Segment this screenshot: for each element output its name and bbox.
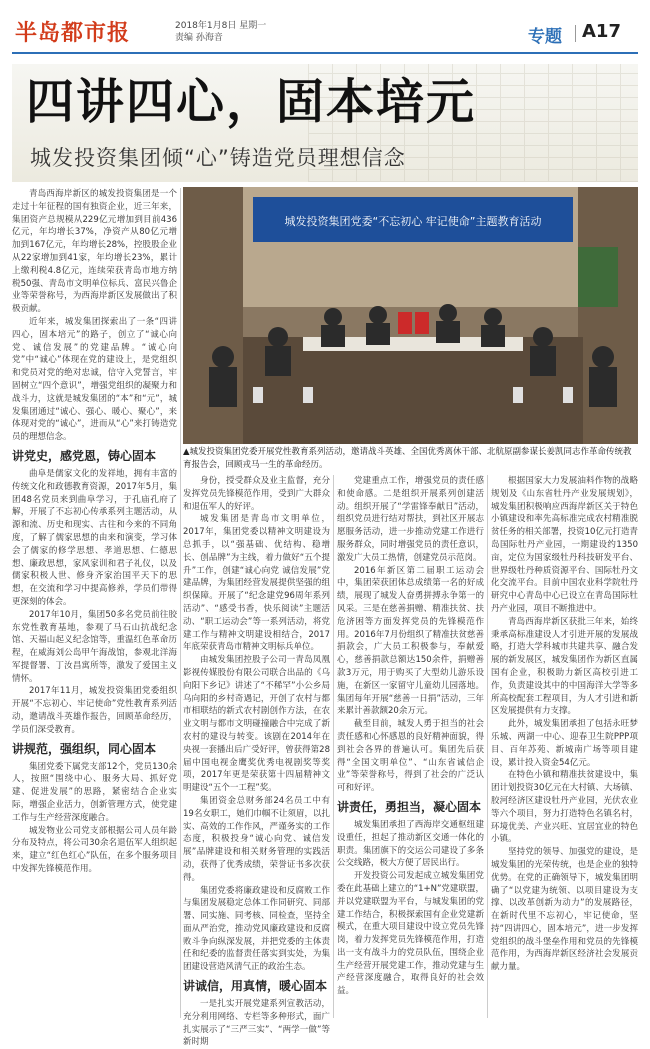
page-number: A17: [582, 21, 621, 42]
paragraph: 青岛西海岸新区获批三年来，始终秉承高标准建设人才引进开展的发展战略，打造大学科城市共建共享、融合发展的新发展区，城发集团作为新区直属国有企业，积极助力新区高校引进工作，负责建设其中的中国海洋大学等多所高校配套工程项目，为人才引进和新区发展提供有力支撑。: [491, 616, 638, 717]
section-heading: 讲党史，感党恩，铸心固本: [12, 448, 157, 463]
paragraph: 党建重点工作，增强党员的责任感和使命感。二是组织开展系列创建活动。组织开展了“学雷锋奉献日”活动，组织党员进行结对帮扶，到社区开展志愿服务活动，进一步推动党建工作进行服务群众，同时增强党员的责任意识，激发广大员工热情，创建党员示范岗。: [337, 476, 484, 563]
headline-title: 四讲四心，固本培元: [26, 74, 477, 130]
paragraph: 开发投资公司发起成立城发集团党委在此基础上建立的“1+N”党建联盟，并以党建联盟为平台，与城发集团的党建工作结合，积极探索国有企业党建新模式，在重大项目建设中设立党员先锋岗，着力发挥党员先锋模范作用，打造出一支有战斗力的党员队伍，围绕企业生产经营开展党建工作，推动党建与生产经营深度融合，取得良好的社会效益。: [337, 871, 484, 997]
editor-line: 责编 孙海音: [175, 33, 223, 43]
paragraph: 根据国家大力发展油料作物的战略规划及《山东省牡丹产业发展规划》，城发集团积极响应西海岸新区关于特色小镇建设和率先高标准完成农村精准脱贫任务的相关部署，投资10亿元打造青岛国际牡丹产业园，一期建设约1350亩，定位为国家级牡丹科技研发平台、世界级牡丹种质资源平台、国际牡丹文化交流平台。目前中国农业科学院牡丹研究中心青岛中心已设立在青岛国际牡丹产业园，项目不断推进中。: [491, 476, 638, 614]
newspaper-logo: 半岛都市报: [15, 20, 131, 46]
article-column-2: [183, 475, 330, 1048]
paragraph: 集团党委将廉政建设和反腐败工作与集团发展稳定总体工作同研究、同部署、同实施、同考核、同检查，坚持全面从严治党，推动党风廉政建设和反腐败斗争向纵深发展，并把党委的主体责任和纪委的监督责任落实到实处，为集团建设营造风清气正的政治生态。: [183, 885, 330, 973]
paragraph: 青岛西海岸新区的城发投资集团是一个走过十年征程的国有独资企业，近三年来，集团资产总规模从229亿元增加到目前436亿元，年均增长37%，净资产从80亿元增加到167亿元，年均增长28%，控股股企业从22家增加到41家，年均增长23%，累计上缴利税4.8亿元，连续荣获青岛市地方纳税50强、青岛市文明单位标兵、富民兴鲁企业等荣誉称号，为西海岸新区发展做出了积极贡献。: [12, 189, 177, 315]
column-divider: [333, 475, 334, 1018]
photo-banner-text: 城发投资集团党委“不忘初心 牢记使命”主题教育活动: [284, 215, 542, 228]
article-column-3: [337, 475, 484, 1018]
paragraph: 近年来，城发集团探索出了一条“四讲四心，固本培元”的路子，创立了“诚心向党、诚信发展”的党建品牌。“诚心向党”中“诚心”体现在党的建设上，是党组织和党员对党的绝对忠诚，信守入党誓言，牢固树立“四个意识”，增强党组织的凝聚力和战斗力，这就是城发集团的“本”和“元”，城发集团通过“诚心、强心、暖心、聚心”，来体现对党的“诚心”，进而从“心”来打铸造党员的理想信念。: [12, 316, 177, 443]
article-column-1: [12, 188, 177, 1018]
paragraph: 一是扎实开展党建系列宣教活动，充分利用网络、专栏等多种形式，面广扎实展示了“三严三实”、“两学一做”等新时期: [183, 999, 330, 1048]
section-label: 专题: [528, 27, 562, 47]
paragraph: 在特色小镇和精准扶贫建设中，集团计划投资30亿元在大村镇、大场镇、胶河经济区建设牡丹产业园，光伏农业等六个项目，努力打造特色名镇名村，环境优美、产业兴旺、宜居宜业的特色小镇。: [491, 770, 638, 845]
paragraph: 此外，城发集团承担了包括永旺梦乐城、两湖一中心、迎春卫生院PPP项目、百年苏苑、新城南广场等项目建设，累计投入资金54亿元。: [491, 719, 638, 768]
paragraph: 身份，授受群众及业主监督，充分发挥党员先锋模范作用，受到广大群众和退伍军人的好评。: [183, 476, 330, 512]
article-column-4: [491, 475, 638, 1018]
meeting-photo-illustration: [183, 187, 638, 444]
issue-meta: [175, 20, 266, 44]
masthead: [0, 0, 650, 62]
section-heading: 讲诚信，用真情，暖心固本: [183, 979, 328, 994]
paragraph: 城发集团是青岛市文明单位，2017年，集团党委以精神文明建设为总抓手，以“强基础、优结构、稳增长、创品牌”为主线，着力做好“五个提升”工作，创建“诚心向党 诚信发展”党建品牌，为集团经营发展提供坚强的组织保障。开展了“纪念建党96周年系列活动”、“感受书香，快乐阅读”主题活动、“职工运动会”等一系列活动，将党建工作与精神文明建设相结合，2017年底荣获青岛市精神文明标兵单位。: [183, 514, 330, 653]
paragraph: 城发集团承担了西海岸交通枢纽建设重任，担起了推动新区交通一体化的职责。集团旗下的交运公司建设了多条公交线路，极大方便了居民出行。: [337, 819, 484, 869]
paragraph: 集团资金总财务部24名员工中有19名女职工，她们巾帼不让须眉，以扎实、高效的工作作风，严谨务实的工作态度，积极投身“诚心向党、诚信发展”品牌建设和相关财务管理的实践活动，获得了优秀成绩，荣誉证书多次获得。: [183, 795, 330, 883]
paragraph: 2017年11月，城发投资集团党委组织开展“不忘初心、牢记使命”党性教育系列活动，邀请战斗英雄作报告，回顾革命经历，学员们深受教育。: [12, 686, 177, 735]
section-heading: 讲规范，强组织，同心固本: [12, 741, 157, 756]
paragraph: 截至目前，城发人勇于担当的社会责任感和心怀感恩的良好精神面貌，得到社会各界的普遍认可。集团先后获得“全国文明单位”、“山东省诚信企业”等荣誉称号，得到了社会的广泛认可和好评。: [337, 719, 484, 794]
section-heading: 讲责任，勇担当，凝心固本: [337, 799, 482, 814]
masthead-separator: [575, 25, 576, 42]
paragraph: 曲阜是儒家文化的发祥地，拥有丰富的传统文化和政德教育资源，2017年5月，集团48名党员来到曲阜学习，于孔庙孔府了解，开展了不忘初心传承系列主题活动，从源和流、历史和现实、古往和今来的不同角度，了解了儒家思想的由来和演变，学习体会了儒家的修学思想、孝道思想、仁德思想、廉政思想，家风家训和君子礼仪，以及儒家积极人世、修身齐家治国平天下的思想，在交流和学习中提高修养，学员们带得更深刻的体会。: [12, 468, 177, 607]
paragraph: 坚持党的领导、加强党的建设，是城发集团的光荣传统，也是企业的独特优势。在党的正确领导下，城发集团明确了“以党建为统领、以项目建设为支撑、以改革创新为动力”的发展路径，在新时代里不忘初心，牢记使命，坚持“四讲四心，固本培元”，进一步发挥党组织的战斗堡垒作用和党员的先锋模范作用，为西海岸新区经济社会发展贡献力量。: [491, 847, 638, 973]
headline-subtitle: 城发投资集团倾“心”铸造党员理想信念: [30, 146, 406, 170]
paragraph: 2017年10月，集团50多名党员前往胶东党性教育基地，参观了马石山抗战纪念馆、天福山起义纪念馆等，重温红色革命历程，在威海刘公岛甲午海战馆，参观北洋海军提督署、丁汝昌寓所等，激发了爱国主义情怀。: [12, 609, 177, 684]
photo-caption: ▲城发投资集团党委开展党性教育系列活动，邀请战斗英雄、全国优秀离休干部、北航原副参谋长姜凯同志作革命传统教育报告会，回顾戎马一生的革命经历。: [183, 447, 632, 470]
headline-banner: [12, 64, 638, 182]
column-divider: [487, 475, 488, 1018]
paragraph: 2016年新区第二届职工运动会中，集团荣获团体总成绩第一名的好成绩，展现了城发人奋勇拼搏永争第一的风采。三是在慈善捐赠、精准扶贫、扶危济困等方面发挥党员的先锋模范作用。2016年7月份组织了精准扶贫慈善捐款会，广大员工积极参与，奉献爱心，慈善捐款总额达150余件，捐赠善款3万元，用于购买了大型幼儿游乐设施，在新区一家留守儿童幼儿园落地。集团每年开展“慈善一日捐”活动，三年来累计善款额20余万元。: [337, 565, 484, 717]
column-divider: [180, 188, 181, 1018]
paragraph: 集团党委下属党支部12个，党员130余人，按照“围绕中心、服务大局、抓好党建、促进发展”的思路，紧密结合企业实际，增强企业活力，创新管理方式，使党建工作与生产经营深度融合。: [12, 761, 177, 823]
masthead-rule: [12, 52, 638, 54]
paragraph: 城发物业公司党支部根据公司人员年龄分布及特点，将公司30余名退伍军人组织起来，建立“红色红心”队伍，在多个服务项目中发挥先锋模范作用。: [12, 825, 177, 875]
paragraph: 由城发集团控股子公司一青岛凤凰影视传媒股份有限公司联合出品的《乌向阳下乡记》讲述了“不稀罕”小公乡局乌向阳的乡村奇遇记，开创了农村与都市相联结的新式农村剧创作方法，在农业文明与都市文明碰撞融合中完成了新农村的建设与转变。该剧在2014年在央视一套播出后广受好评，曾获得第28届中国电视金鹰奖优秀电视剧奖等奖项，2017年更是荣获第十四届精神文明建设“五个一工程”奖。: [183, 655, 330, 794]
issue-date: 2018年1月8日 星期一: [175, 21, 267, 31]
meeting-photo: [183, 187, 638, 444]
